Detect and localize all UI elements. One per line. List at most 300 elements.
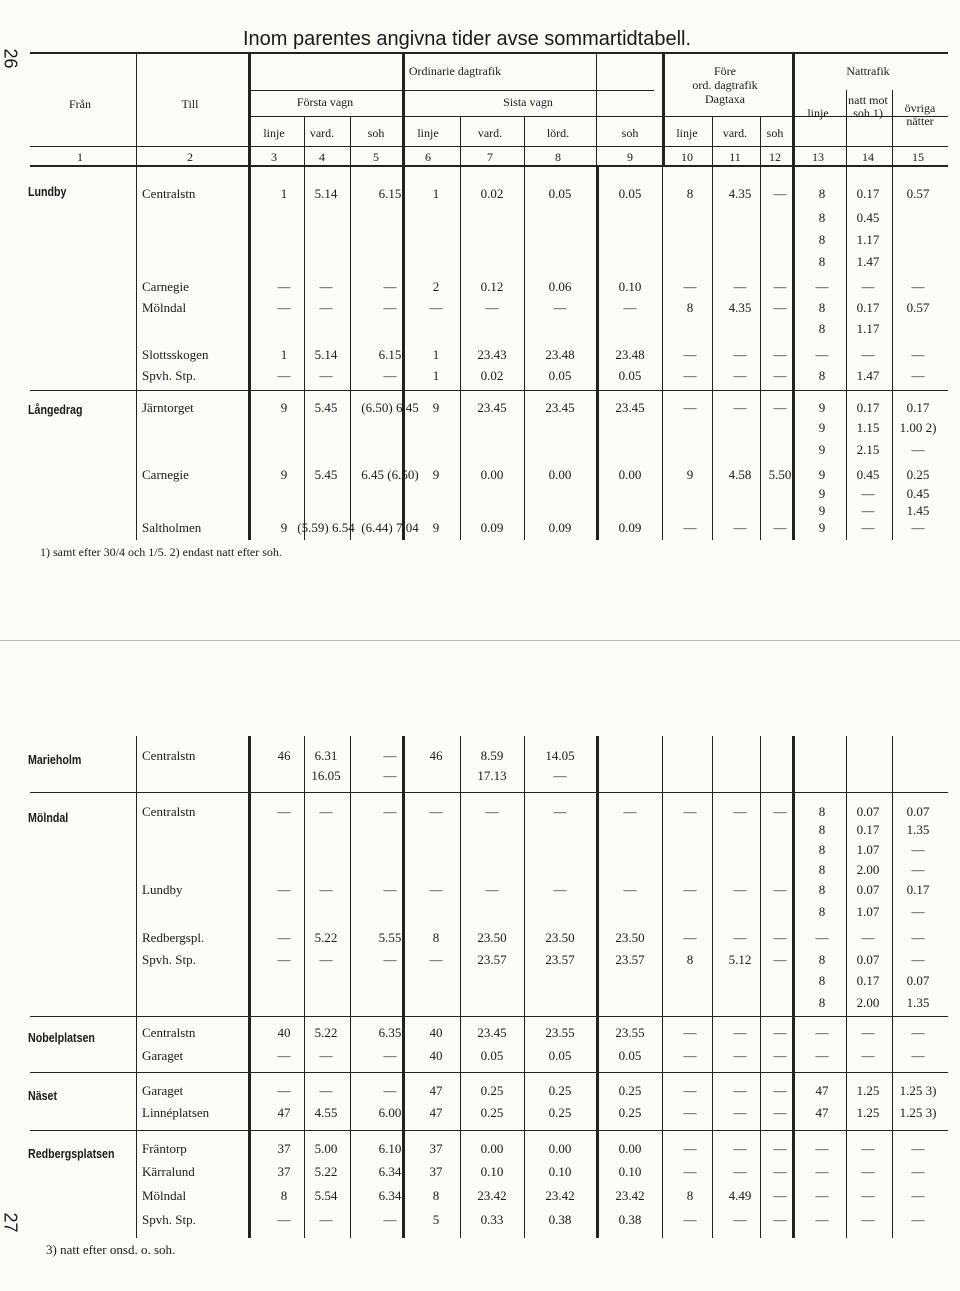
column-divider: [136, 167, 137, 540]
table-cell: 1: [432, 186, 440, 201]
column-number: 10: [681, 150, 693, 164]
table-cell: —: [277, 1212, 291, 1227]
table-cell: Spvh. Stp.: [142, 1212, 196, 1227]
table-cell: 5.12: [728, 952, 752, 967]
table-cell: 0.00: [548, 1141, 572, 1156]
table-cell: —: [911, 904, 925, 919]
table-cell: —: [911, 930, 925, 945]
table-cell: 1: [280, 347, 288, 362]
header-top-rule: [30, 52, 948, 54]
table-cell: 6.34: [378, 1164, 402, 1179]
table-cell: —: [383, 368, 397, 383]
table-cell: —: [383, 279, 397, 294]
table-cell: 0.38: [618, 1212, 642, 1227]
table-cell: 5.54: [314, 1188, 338, 1203]
table-cell: —: [733, 1025, 747, 1040]
table-cell: 8: [818, 995, 826, 1010]
column-divider: [760, 736, 761, 1238]
header-column-divider: [846, 90, 847, 116]
table-cell: 5.55: [378, 930, 402, 945]
table-cell: 9: [280, 520, 288, 535]
place-marieholm: Marieholm: [28, 752, 82, 767]
table-cell: —: [733, 882, 747, 897]
table-cell: 0.45: [856, 210, 880, 225]
table-cell: 0.00: [480, 467, 504, 482]
table-cell: —: [429, 882, 443, 897]
table-cell: 17.13: [477, 768, 507, 783]
table-cell: —: [383, 1048, 397, 1063]
table-cell: —: [383, 1212, 397, 1227]
table-cell: 6.31: [314, 748, 338, 763]
table-cell: —: [319, 882, 333, 897]
column-number: 2: [187, 150, 193, 164]
table-cell: —: [383, 1083, 397, 1098]
table-cell: 8: [818, 862, 826, 877]
table-cell: —: [911, 952, 925, 967]
column-number: 6: [425, 150, 431, 164]
table-cell: 23.55: [545, 1025, 575, 1040]
table-cell: 6.15: [378, 186, 402, 201]
table-cell: 8: [818, 973, 826, 988]
table-cell: —: [277, 804, 291, 819]
table-cell: Spvh. Stp.: [142, 952, 196, 967]
table-cell: 1.25 3): [899, 1083, 937, 1098]
column-divider: [792, 167, 795, 540]
table-cell: Centralstn: [142, 186, 196, 201]
header-column-divider: [350, 116, 351, 166]
table-cell: 0.05: [618, 368, 642, 383]
table-cell: 0.10: [480, 1164, 504, 1179]
table-cell: —: [383, 748, 397, 763]
table-cell: 47: [815, 1105, 829, 1120]
table-cell: —: [429, 300, 443, 315]
table-cell: 8: [818, 186, 826, 201]
table-cell: —: [683, 1212, 697, 1227]
table-cell: —: [319, 300, 333, 315]
table-cell: —: [683, 804, 697, 819]
column-number: 11: [729, 150, 741, 164]
header-column-divider: [248, 54, 251, 166]
table-cell: —: [319, 952, 333, 967]
table-cell: 9: [280, 400, 288, 415]
table-cell: 0.25: [548, 1083, 572, 1098]
table-cell: 23.48: [615, 347, 645, 362]
column-number: 8: [555, 150, 561, 164]
table-cell: 0.05: [548, 186, 572, 201]
page-fold: [0, 640, 960, 641]
table-cell: 0.17: [856, 186, 880, 201]
table-cell: 6.45 (6.50): [361, 467, 419, 482]
table-cell: —: [553, 300, 567, 315]
table-cell: 2.00: [856, 862, 880, 877]
table-cell: —: [277, 952, 291, 967]
column-divider: [524, 167, 525, 540]
table-cell: Kärralund: [142, 1164, 195, 1179]
table-cell: 0.00: [618, 1141, 642, 1156]
table-cell: Järntorget: [142, 400, 194, 415]
header-column-divider: [892, 116, 893, 166]
table-cell: Lundby: [142, 882, 183, 897]
table-cell: 37: [277, 1141, 291, 1156]
table-cell: —: [683, 882, 697, 897]
header-sub-rule: [248, 90, 654, 91]
table-cell: —: [683, 279, 697, 294]
table-cell: 0.07: [856, 952, 880, 967]
table-cell: —: [911, 862, 925, 877]
table-cell: —: [277, 1048, 291, 1063]
table-cell: 0.05: [618, 186, 642, 201]
table-cell: 0.09: [548, 520, 572, 535]
table-cell: —: [383, 952, 397, 967]
table-cell: —: [911, 1188, 925, 1203]
table-cell: 0.00: [548, 467, 572, 482]
table-cell: 40: [277, 1025, 291, 1040]
column-divider: [846, 167, 847, 540]
footnote-top: 1) samt efter 30/4 och 1/5. 2) endast natt efter soh.: [40, 545, 282, 559]
table-cell: Carnegie: [142, 279, 189, 294]
table-cell: —: [861, 1141, 875, 1156]
table-cell: Linnéplatsen: [142, 1105, 210, 1120]
table-cell: —: [485, 300, 499, 315]
table-cell: —: [815, 1048, 829, 1063]
table-cell: 14.05: [545, 748, 575, 763]
table-cell: —: [683, 1083, 697, 1098]
header-forsta-vagn: Första vagn: [296, 95, 354, 109]
page-number-bottom: 27: [0, 1212, 21, 1233]
table-cell: 1: [280, 186, 288, 201]
table-cell: —: [319, 1083, 333, 1098]
table-cell: —: [911, 1141, 925, 1156]
table-cell: 23.57: [615, 952, 645, 967]
table-cell: 23.57: [545, 952, 575, 967]
column-divider: [892, 736, 893, 1238]
table-cell: 6.35: [378, 1025, 402, 1040]
column-divider: [402, 736, 405, 1238]
table-cell: 1.17: [856, 321, 880, 336]
table-cell: 8: [686, 300, 694, 315]
table-cell: —: [319, 368, 333, 383]
table-cell: 8: [818, 321, 826, 336]
table-cell: 1.17: [856, 232, 880, 247]
column-number: 14: [862, 150, 874, 164]
table-cell: —: [733, 1164, 747, 1179]
table-cell: 8: [686, 952, 694, 967]
column-divider: [712, 736, 713, 1238]
table-cell: 9: [818, 467, 826, 482]
table-cell: —: [553, 804, 567, 819]
table-cell: —: [815, 279, 829, 294]
table-cell: —: [861, 1164, 875, 1179]
table-cell: 1.35: [906, 995, 930, 1010]
column-divider: [304, 736, 305, 1238]
table-cell: 2.00: [856, 995, 880, 1010]
column-divider: [402, 167, 405, 540]
table-cell: —: [277, 930, 291, 945]
table-cell: Mölndal: [142, 1188, 187, 1203]
table-cell: 23.42: [615, 1188, 645, 1203]
table-cell: 8: [432, 1188, 440, 1203]
table-cell: 0.07: [856, 804, 880, 819]
column-number: 12: [769, 150, 781, 164]
column-divider: [248, 736, 251, 1238]
table-cell: —: [733, 1048, 747, 1063]
table-cell: 23.50: [545, 930, 575, 945]
table-cell: —: [861, 1048, 875, 1063]
column-divider: [304, 167, 305, 540]
table-cell: —: [773, 300, 787, 315]
table-cell: 9: [818, 442, 826, 457]
header-column-divider: [846, 116, 847, 166]
table-cell: —: [773, 882, 787, 897]
header-fore-2: ord. dagtrafik: [692, 78, 758, 92]
table-cell: 9: [818, 486, 826, 501]
table-cell: (6.44) 7.04: [361, 520, 419, 535]
table-cell: —: [815, 1212, 829, 1227]
table-cell: 6.10: [378, 1141, 402, 1156]
table-cell: —: [429, 952, 443, 967]
table-cell: —: [773, 804, 787, 819]
header-vard-2: vard.: [477, 126, 503, 140]
column-number: 15: [912, 150, 924, 164]
table-cell: 9: [432, 520, 440, 535]
table-cell: 23.50: [615, 930, 645, 945]
table-cell: 0.25: [480, 1083, 504, 1098]
table-cell: Saltholmen: [142, 520, 202, 535]
table-cell: 8: [818, 254, 826, 269]
header-col-rule: [248, 116, 948, 117]
table-cell: 4.49: [728, 1188, 752, 1203]
table-cell: 6.34: [378, 1188, 402, 1203]
table-cell: 23.48: [545, 347, 575, 362]
table-cell: Centralstn: [142, 748, 196, 763]
table-cell: —: [485, 882, 499, 897]
header-column-divider: [460, 116, 461, 166]
table-cell: —: [911, 1048, 925, 1063]
table-cell: —: [683, 1164, 697, 1179]
table-cell: —: [861, 486, 875, 501]
table-cell: 9: [432, 467, 440, 482]
column-divider: [662, 736, 663, 1238]
table-cell: —: [773, 952, 787, 967]
table-cell: 0.17: [856, 400, 880, 415]
table-cell: Redbergspl.: [142, 930, 205, 945]
header-to: Till: [181, 97, 199, 111]
table-cell: —: [319, 1212, 333, 1227]
table-cell: 0.45: [906, 486, 930, 501]
table-cell: 0.02: [480, 186, 504, 201]
colnum-rule: [30, 165, 948, 167]
table-cell: 8: [818, 882, 826, 897]
table-cell: —: [733, 930, 747, 945]
table-cell: 37: [277, 1164, 291, 1179]
header-vard-3: vard.: [722, 126, 748, 140]
table-cell: —: [623, 300, 637, 315]
table-cell: 47: [815, 1083, 829, 1098]
column-divider: [792, 736, 795, 1238]
column-divider: [460, 736, 461, 1238]
table-cell: 6.15: [378, 347, 402, 362]
group-separator: [30, 1016, 948, 1017]
table-cell: —: [277, 1083, 291, 1098]
table-cell: Carnegie: [142, 467, 189, 482]
table-cell: —: [911, 1025, 925, 1040]
table-cell: 0.45: [856, 467, 880, 482]
table-cell: —: [815, 1141, 829, 1156]
table-cell: 0.09: [480, 520, 504, 535]
table-cell: —: [861, 279, 875, 294]
table-cell: —: [773, 1025, 787, 1040]
table-cell: 8: [818, 804, 826, 819]
table-cell: 8: [818, 904, 826, 919]
column-divider: [596, 167, 599, 540]
place-naset: Näset: [28, 1088, 58, 1103]
table-cell: 23.43: [477, 347, 507, 362]
table-cell: 0.10: [618, 279, 642, 294]
table-cell: —: [733, 347, 747, 362]
table-cell: Spvh. Stp.: [142, 368, 196, 383]
header-dagtaxa: Dagtaxa: [705, 92, 745, 106]
table-cell: —: [911, 520, 925, 535]
column-divider: [136, 736, 137, 1238]
table-cell: —: [911, 442, 925, 457]
table-cell: —: [773, 1212, 787, 1227]
table-cell: 23.50: [477, 930, 507, 945]
table-cell: 1.15: [856, 420, 880, 435]
footnote-bottom: 3) natt efter onsd. o. soh.: [46, 1242, 176, 1257]
table-cell: —: [911, 842, 925, 857]
table-cell: —: [383, 804, 397, 819]
table-cell: 8: [432, 930, 440, 945]
table-cell: 47: [429, 1083, 443, 1098]
page-title: Inom parentes angivna tider avse sommartidtabell.: [243, 28, 692, 50]
table-cell: —: [815, 1025, 829, 1040]
table-cell: —: [733, 804, 747, 819]
table-cell: 1.35: [906, 822, 930, 837]
table-cell: —: [861, 1025, 875, 1040]
table-cell: 0.07: [906, 804, 930, 819]
table-cell: —: [623, 804, 637, 819]
table-cell: —: [553, 768, 567, 783]
place-nobelplatsen: Nobelplatsen: [28, 1030, 95, 1045]
header-natt-mot-soh: natt mot soh 1): [848, 93, 888, 120]
header-linje-2: linje: [417, 126, 439, 140]
table-cell: 5.00: [314, 1141, 338, 1156]
header-column-divider: [596, 54, 597, 166]
header-column-divider: [892, 90, 893, 116]
column-number: 9: [627, 150, 633, 164]
table-cell: —: [683, 1105, 697, 1120]
table-cell: 5.22: [314, 1025, 338, 1040]
table-cell: 0.05: [548, 368, 572, 383]
header-ovriga-natter: övriga nätter: [904, 101, 936, 128]
header-soh-1: soh: [367, 126, 385, 140]
table-cell: 0.17: [856, 973, 880, 988]
table-cell: —: [773, 279, 787, 294]
table-cell: 4.35: [728, 186, 752, 201]
header-sista-vagn: Sista vagn: [503, 95, 553, 109]
header-from: Från: [69, 97, 91, 111]
table-cell: 0.17: [856, 822, 880, 837]
table-cell: 8: [818, 952, 826, 967]
table-cell: —: [773, 1083, 787, 1098]
table-cell: —: [733, 1212, 747, 1227]
table-cell: 6.00: [378, 1105, 402, 1120]
table-cell: 9: [818, 420, 826, 435]
table-cell: 1.25 3): [899, 1105, 937, 1120]
table-cell: 0.12: [480, 279, 504, 294]
table-cell: —: [861, 347, 875, 362]
table-cell: 9: [818, 503, 826, 518]
table-cell: —: [773, 1141, 787, 1156]
table-cell: 0.00: [618, 467, 642, 482]
table-cell: 0.25: [906, 467, 930, 482]
table-cell: 2.15: [856, 442, 880, 457]
table-cell: 0.00: [480, 1141, 504, 1156]
page-number-top: 26: [0, 48, 21, 69]
table-cell: —: [911, 1164, 925, 1179]
table-cell: 0.05: [548, 1048, 572, 1063]
table-cell: —: [683, 400, 697, 415]
table-cell: 37: [429, 1141, 443, 1156]
table-cell: Garaget: [142, 1083, 184, 1098]
table-cell: 1.00 2): [899, 420, 937, 435]
column-number: 3: [271, 150, 277, 164]
table-cell: 0.33: [480, 1212, 504, 1227]
table-cell: —: [733, 400, 747, 415]
table-cell: —: [815, 347, 829, 362]
table-cell: —: [773, 186, 787, 201]
table-cell: 8: [818, 822, 826, 837]
header-nattrafik: Nattrafik: [846, 64, 890, 78]
table-cell: 46: [429, 748, 443, 763]
table-cell: 8: [818, 210, 826, 225]
table-cell: 47: [277, 1105, 291, 1120]
column-divider: [350, 736, 351, 1238]
header-column-divider: [304, 116, 305, 166]
table-cell: 0.10: [618, 1164, 642, 1179]
table-cell: 1.47: [856, 368, 880, 383]
table-cell: 0.02: [480, 368, 504, 383]
table-cell: Fräntorp: [142, 1141, 187, 1156]
table-cell: 0.57: [906, 300, 930, 315]
table-cell: —: [861, 1212, 875, 1227]
table-cell: —: [319, 1048, 333, 1063]
table-cell: 8: [686, 186, 694, 201]
column-divider: [712, 167, 713, 540]
table-cell: 23.42: [545, 1188, 575, 1203]
table-cell: 1: [432, 368, 440, 383]
column-number: 7: [487, 150, 493, 164]
table-cell: 4.55: [314, 1105, 338, 1120]
header-column-divider: [760, 116, 761, 166]
table-cell: 23.45: [477, 400, 507, 415]
column-divider: [524, 736, 525, 1238]
header-column-divider: [792, 54, 795, 166]
table-cell: —: [277, 300, 291, 315]
column-number: 5: [373, 150, 379, 164]
table-cell: —: [773, 368, 787, 383]
table-cell: Mölndal: [142, 300, 187, 315]
table-cell: —: [773, 1048, 787, 1063]
table-cell: 9: [432, 400, 440, 415]
table-cell: 0.38: [548, 1212, 572, 1227]
table-cell: 8: [818, 842, 826, 857]
table-cell: 0.25: [480, 1105, 504, 1120]
column-divider: [460, 167, 461, 540]
table-cell: 9: [686, 467, 694, 482]
table-cell: 40: [429, 1048, 443, 1063]
table-cell: —: [277, 279, 291, 294]
